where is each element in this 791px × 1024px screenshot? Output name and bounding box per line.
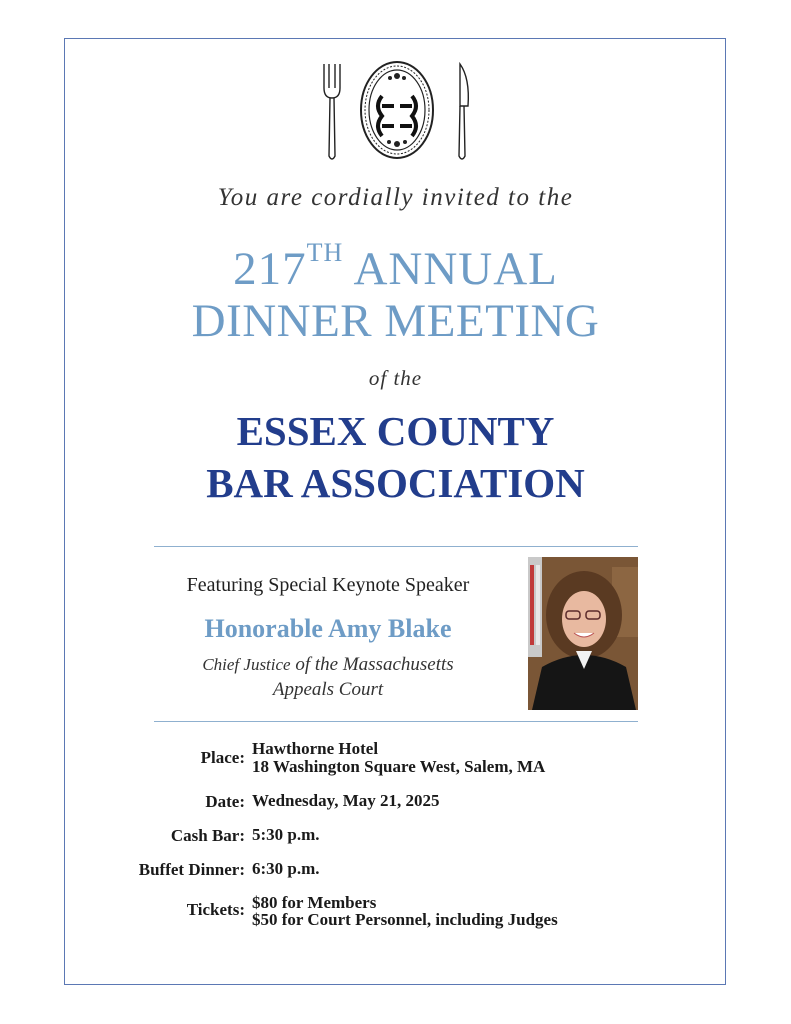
speaker-photo [528, 557, 638, 710]
tickets-court-personnel: $50 for Court Personnel, including Judges [252, 910, 558, 929]
date-label: Date: [205, 792, 245, 811]
ordinal-suffix: TH [306, 238, 344, 267]
featuring-text: Featuring Special Keynote Speaker [186, 574, 470, 596]
fork-icon [324, 64, 340, 159]
invitation-line: You are cordially invited to the [217, 184, 574, 211]
knife-icon [459, 64, 468, 159]
buffet-dinner-label: Buffet Dinner: [138, 860, 245, 879]
page-border [64, 38, 726, 985]
place-address: 18 Washington Square West, Salem, MA [252, 757, 546, 776]
speaker-role [160, 652, 496, 702]
place-name: Hawthorne Hotel [252, 739, 379, 758]
monogram-emblem [361, 62, 433, 158]
buffet-dinner-value: 6:30 p.m. [252, 859, 320, 878]
anniversary-number: 217 [233, 243, 307, 295]
divider-bottom [154, 721, 638, 722]
place-label: Place: [200, 748, 245, 767]
role-line1: of the Massachusetts [290, 654, 454, 675]
role-line2: Appeals Court [272, 679, 384, 700]
tickets-label: Tickets: [186, 900, 245, 919]
cash-bar-label: Cash Bar: [170, 826, 245, 845]
event-title-line2: DINNER MEETING [191, 295, 600, 347]
organization-line2: BAR ASSOCIATION [206, 460, 585, 506]
tickets-members: $80 for Members [252, 893, 377, 912]
of-the-text: of the [368, 366, 423, 390]
role-prefix: Chief Justice [202, 655, 291, 674]
date-value: Wednesday, May 21, 2025 [252, 791, 440, 810]
organization-line1: ESSEX COUNTY [236, 408, 555, 454]
divider-top [154, 546, 638, 547]
event-title-line1 [0, 238, 791, 295]
cash-bar-value: 5:30 p.m. [252, 825, 320, 844]
speaker-name: Honorable Amy Blake [204, 614, 452, 643]
dinner-logo [318, 58, 474, 166]
title-annual: ANNUAL [353, 243, 558, 295]
